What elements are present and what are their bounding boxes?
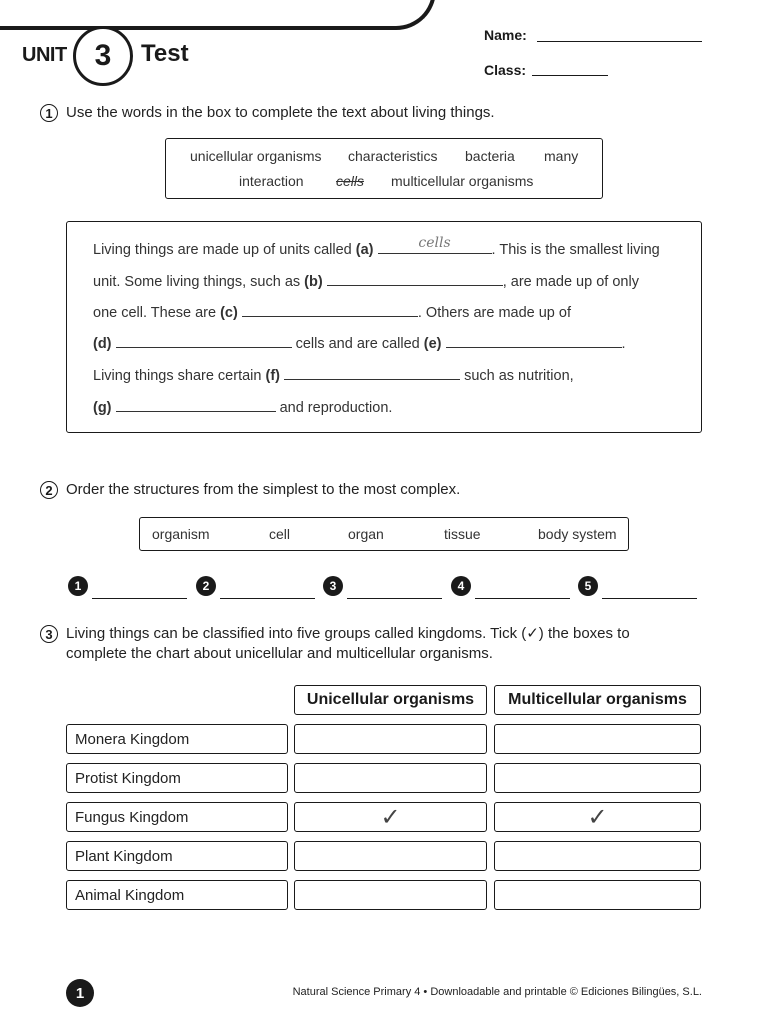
row-label-monera: Monera Kingdom: [66, 724, 288, 754]
passage-text: Living things are made up of units called: [93, 242, 352, 258]
class-field[interactable]: [532, 74, 608, 76]
question-1-instruction: Use the words in the box to complete the text about living things.: [66, 104, 495, 121]
question-2-instruction: Order the structures from the simplest to the most complex.: [66, 481, 461, 498]
question-1-number-text: 1: [45, 105, 53, 121]
passage-text: such as nutrition,: [464, 368, 574, 384]
order-slot-2-field[interactable]: [220, 597, 315, 599]
name-label: Name:: [484, 27, 527, 43]
passage-line-1: [93, 235, 660, 258]
passage-text: Living things share certain: [93, 368, 262, 384]
blank-c[interactable]: [242, 302, 418, 317]
word-characteristics: characteristics: [348, 148, 438, 164]
order-slot-4-number: [451, 576, 471, 596]
check-mark-icon: ✓: [380, 803, 401, 831]
checkbox-fungus-unicellular[interactable]: [294, 802, 487, 832]
page-number: 1: [75, 984, 85, 1002]
header-curve-decoration: [0, 0, 436, 30]
blank-label-e: (e): [423, 336, 442, 352]
row-label-fungus: Fungus Kingdom: [66, 802, 288, 832]
passage-line-2: [93, 271, 639, 290]
word-body-system: body system: [538, 526, 617, 542]
question-3-instruction-line-2: complete the chart about unicellular and multicellular organisms.: [66, 645, 493, 662]
order-slot-2-number: [196, 576, 216, 596]
unit-number: 3: [94, 39, 112, 72]
class-label: Class:: [484, 62, 527, 78]
word-many: many: [544, 148, 579, 164]
passage-text: , are made up of only: [502, 274, 639, 290]
question-3-number: [40, 625, 58, 643]
word-cell: cell: [269, 526, 291, 542]
row-label-animal: Animal Kingdom: [66, 880, 288, 910]
passage-text: . This is the smallest living: [491, 242, 660, 258]
word-organism: organism: [152, 526, 210, 542]
word-interaction: interaction: [239, 173, 304, 189]
question-2-number-text: 2: [45, 482, 53, 498]
word-cells-crossed-out: cells: [336, 173, 365, 189]
blank-d[interactable]: [116, 333, 292, 348]
passage-text: . Others are made up of: [417, 305, 571, 321]
order-slot-5-label: 5: [584, 579, 592, 593]
footer-copyright: Natural Science Primary 4 • Downloadable and printable © Ediciones Bilingües, S.L.: [292, 986, 702, 998]
blank-label-g: (g): [93, 400, 112, 416]
blank-label-d: (d): [93, 336, 112, 352]
passage-text: one cell. These are: [93, 305, 217, 321]
passage-line-4: [93, 333, 626, 352]
question-1-number: [40, 104, 58, 122]
order-slot-5-number: [578, 576, 598, 596]
checkbox-protist-multicellular[interactable]: [494, 763, 701, 793]
order-slot-3-field[interactable]: [347, 597, 442, 599]
passage-text: and reproduction.: [279, 400, 393, 416]
passage-text: cells and are called: [295, 336, 420, 352]
name-field[interactable]: [537, 40, 702, 42]
checkbox-plant-unicellular[interactable]: [294, 841, 487, 871]
blank-label-f: (f): [265, 368, 280, 384]
checkbox-plant-multicellular[interactable]: [494, 841, 701, 871]
row-label-plant: Plant Kingdom: [66, 841, 288, 871]
blank-g[interactable]: [116, 397, 276, 412]
order-slot-1-field[interactable]: [92, 597, 187, 599]
word-bacteria: bacteria: [465, 148, 515, 164]
order-slot-1-label: 1: [74, 579, 82, 593]
question-3-instruction-line-1: Living things can be classified into five groups called kingdoms. Tick (✓) the boxes to: [66, 625, 630, 642]
order-slot-1-number: [68, 576, 88, 596]
passage-text: unit. Some living things, such as: [93, 274, 301, 290]
order-slot-3-label: 3: [329, 579, 337, 593]
blank-b[interactable]: [327, 271, 503, 286]
answer-a: cells: [418, 235, 451, 251]
page-number-badge: [66, 979, 94, 1007]
word-unicellular-organisms: unicellular organisms: [190, 148, 322, 164]
blank-label-c: (c): [220, 305, 238, 321]
q1-passage-box: [66, 221, 702, 433]
q2-word-box: [139, 517, 629, 551]
passage-line-3: [93, 302, 571, 321]
checkbox-fungus-multicellular[interactable]: [494, 802, 701, 832]
blank-label-b: (b): [304, 274, 323, 290]
order-slot-5-field[interactable]: [602, 597, 697, 599]
unit-label: UNIT: [22, 44, 67, 66]
q1-word-box: [165, 138, 603, 199]
blank-label-a: (a): [355, 242, 374, 258]
order-slot-4-field[interactable]: [475, 597, 570, 599]
word-organ: organ: [348, 526, 384, 542]
blank-a[interactable]: [378, 235, 492, 254]
blank-e[interactable]: [446, 333, 622, 348]
question-3-number-text: 3: [45, 626, 53, 642]
page-title: Test: [141, 40, 189, 67]
word-multicellular-organisms: multicellular organisms: [391, 173, 534, 189]
word-tissue: tissue: [444, 526, 481, 542]
order-slot-4-label: 4: [457, 579, 465, 593]
check-mark-icon: ✓: [587, 803, 608, 831]
checkbox-monera-unicellular[interactable]: [294, 724, 487, 754]
checkbox-protist-unicellular[interactable]: [294, 763, 487, 793]
column-header-unicellular: Unicellular organisms: [294, 685, 487, 715]
unit-number-badge: [73, 26, 133, 86]
passage-text: .: [621, 336, 626, 352]
passage-line-6: [93, 397, 392, 416]
checkbox-animal-multicellular[interactable]: [494, 880, 701, 910]
checkbox-monera-multicellular[interactable]: [494, 724, 701, 754]
checkbox-animal-unicellular[interactable]: [294, 880, 487, 910]
column-header-multicellular: Multicellular organisms: [494, 685, 701, 715]
passage-line-5: [93, 365, 574, 384]
blank-f[interactable]: [284, 365, 460, 380]
row-label-protist: Protist Kingdom: [66, 763, 288, 793]
question-2-number: [40, 481, 58, 499]
order-slot-2-label: 2: [202, 579, 210, 593]
order-slot-3-number: [323, 576, 343, 596]
